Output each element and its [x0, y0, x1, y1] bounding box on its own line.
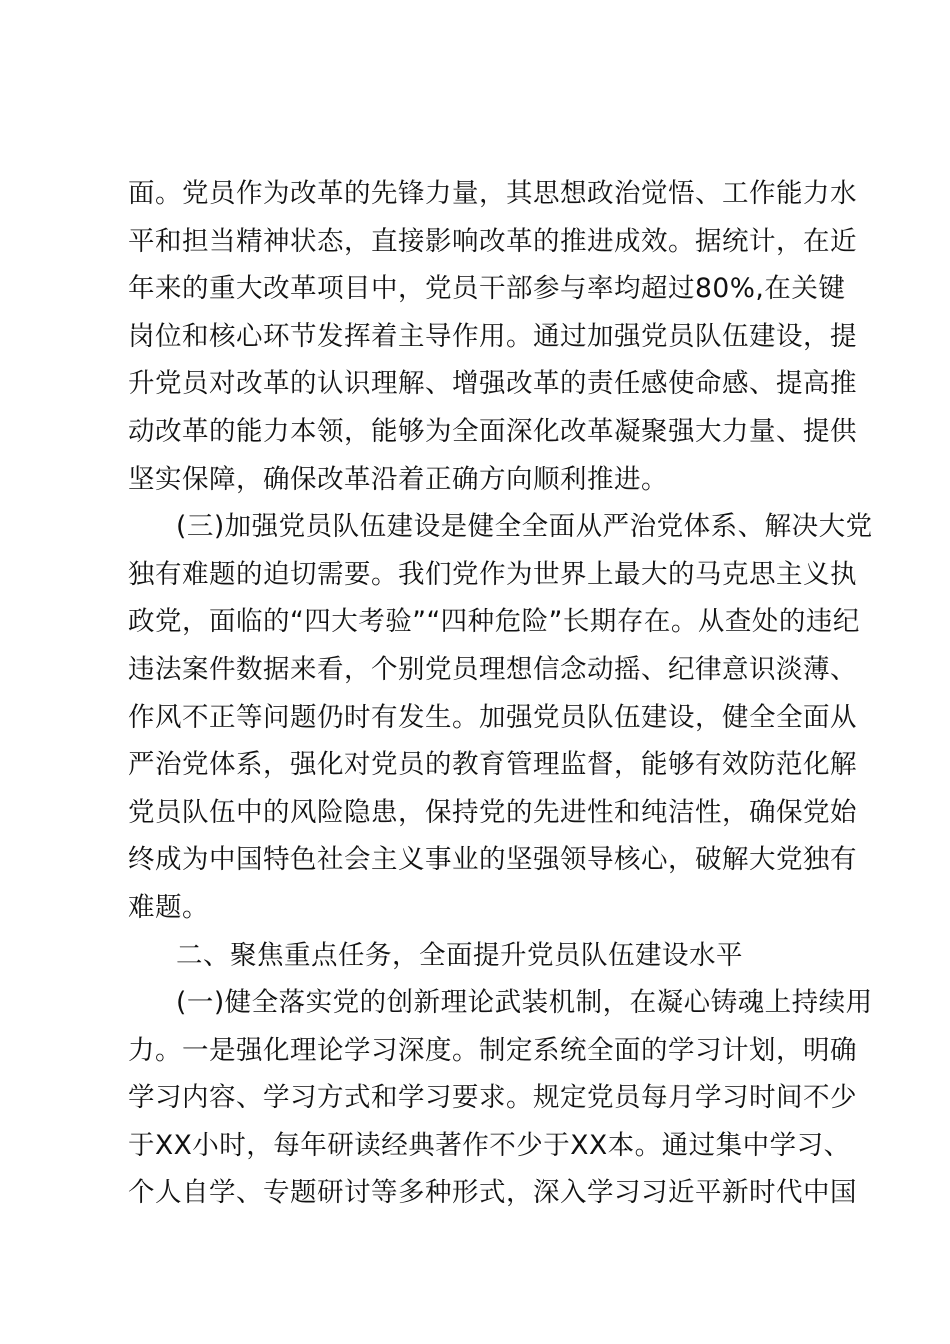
text-line: 升党员对改革的认识理解、增强改革的责任感使命感、提高推 [128, 368, 857, 400]
text-line: 于XX小时，每年研读经典著作不少于XX本。通过集中学习、 [128, 1129, 851, 1161]
text-line: 党员队伍中的风险隐患，保持党的先进性和纯洁性，确保党始 [128, 796, 857, 828]
body-text [128, 170, 873, 1217]
text-line: 难题。 [128, 891, 209, 923]
text-line: 学习内容、学习方式和学习要求。规定党员每月学习时间不少 [128, 1082, 857, 1114]
text-line: 动改革的能力本领，能够为全面深化改革凝聚强大力量、提供 [128, 415, 857, 447]
text-line: 坚实保障，确保改革沿着正确方向顺利推进。 [128, 463, 668, 495]
text-line: 违法案件数据来看，个别党员理想信念动摇、纪律意识淡薄、 [128, 653, 857, 685]
text-line: 年来的重大改革项目中，党员干部参与率均超过80%,在关键 [128, 273, 846, 305]
text-line: 二、聚焦重点任务，全面提升党员队伍建设水平 [176, 939, 743, 971]
text-line: 个人自学、专题研讨等多种形式，深入学习习近平新时代中国 [128, 1177, 857, 1209]
text-line: 平和担当精神状态，直接影响改革的推进成效。据统计，在近 [128, 225, 857, 257]
text-line: 作风不正等问题仍时有发生。加强党员队伍建设，健全全面从 [128, 701, 857, 733]
text-line: 政党，面临的“四大考验”“四种危险”长期存在。从查处的违纪 [128, 606, 860, 638]
text-line: 力。一是强化理论学习深度。制定系统全面的学习计划，明确 [128, 1034, 857, 1066]
text-line: 终成为中国特色社会主义事业的坚强领导核心，破解大党独有 [128, 844, 857, 876]
text-line: 独有难题的迫切需要。我们党作为世界上最大的马克思主义执 [128, 558, 857, 590]
text-line: 严治党体系，强化对党员的教育管理监督，能够有效防范化解 [128, 749, 857, 781]
text-line: (一)健全落实党的创新理论武装机制，在凝心铸魂上持续用 [176, 987, 873, 1019]
text-line: 岗位和核心环节发挥着主导作用。通过加强党员队伍建设，提 [128, 320, 857, 352]
text-line: (三)加强党员队伍建设是健全全面从严治党体系、解决大党 [176, 511, 873, 543]
text-line: 面。党员作为改革的先锋力量，其思想政治觉悟、工作能力水 [128, 178, 857, 209]
